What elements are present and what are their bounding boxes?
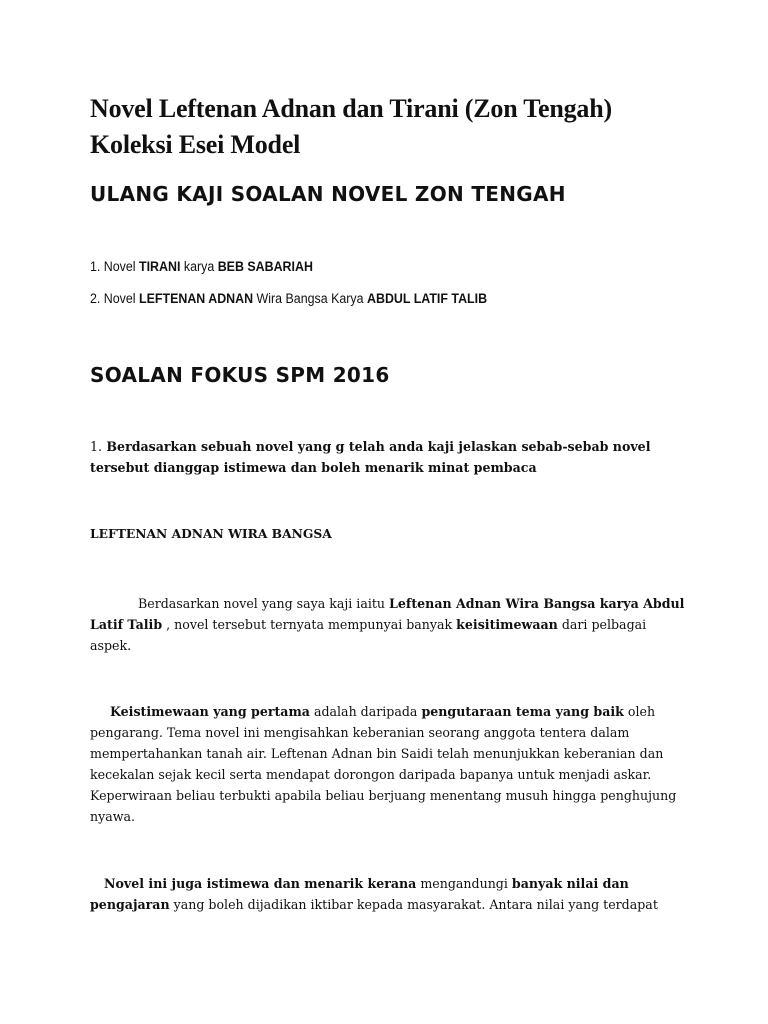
paragraph-1-text-a: adalah daripada bbox=[309, 704, 422, 719]
question-number: 1. bbox=[90, 439, 103, 454]
paragraph-1-line-4: kecekalan sejak kecil serta mendapat dorongon daripada bapanya untuk menjadi askar. bbox=[90, 767, 652, 782]
novel-2-prefix: 2. Novel bbox=[90, 291, 140, 306]
intro-line-2 bbox=[90, 614, 690, 635]
paragraph-1-line-3: mempertahankan tanah air. Leftenan Adnan bin Saidi telah menunjukkan keberanian dan bbox=[90, 746, 664, 761]
novel-2-author: ABDUL LATIF TALIB bbox=[367, 291, 488, 306]
paragraph-1-line-2: pengarang. Tema novel ini mengisahkan keberanian seorang anggota tentera dalam bbox=[90, 725, 630, 740]
paragraph-2-bold-c: banyak nilai dan bbox=[511, 876, 629, 891]
intro-line-1-bold: Leftenan Adnan Wira Bangsa karya Abdul bbox=[389, 596, 685, 611]
paragraph-1-text-d: oleh bbox=[623, 704, 656, 719]
paragraph-1-keyword: Keistimewaan yang pertama bbox=[110, 704, 310, 719]
paragraph-1-line-1 bbox=[90, 701, 690, 722]
intro-line-1 bbox=[90, 593, 690, 614]
paragraph-2-line-2 bbox=[90, 894, 690, 915]
intro-line-2-text: , novel tersebut ternyata mempunyai banyak bbox=[162, 617, 457, 632]
paragraph-2 bbox=[90, 873, 690, 915]
novel-2-title: LEFTENAN ADNAN bbox=[139, 291, 254, 306]
paragraph-2-text-b: mengandungi bbox=[416, 876, 512, 891]
intro-line-2-end: dari pelbagai bbox=[557, 617, 647, 632]
paragraph-2-line-1 bbox=[90, 873, 690, 894]
section-heading-focus: SOALAN FOKUS SPM 2016 bbox=[90, 363, 390, 387]
intro-author: Latif Talib bbox=[90, 617, 163, 632]
paragraph-2-text-line-2: yang boleh dijadikan iktibar kepada masyarakat. Antara nilai yang terdapat bbox=[169, 897, 658, 912]
answer-subheading: LEFTENAN ADNAN WIRA BANGSA bbox=[90, 526, 332, 541]
paragraph-1-line-6: nyawa. bbox=[90, 809, 136, 824]
novel-2-middle: Wira Bangsa Karya bbox=[253, 291, 368, 306]
question-1-line-2: tersebut dianggap istimewa dan boleh menarik minat pembaca bbox=[90, 460, 537, 475]
novel-list-item-1 bbox=[90, 259, 313, 274]
paragraph-2-bold-line-2: pengajaran bbox=[90, 897, 170, 912]
novel-list-item-2 bbox=[90, 291, 487, 306]
section-heading-review: ULANG KAJI SOALAN NOVEL ZON TENGAH bbox=[90, 182, 566, 206]
novel-1-prefix: 1. Novel bbox=[90, 259, 140, 274]
question-text-1: Berdasarkan sebuah novel yang g telah anda kaji jelaskan sebab-sebab novel bbox=[102, 439, 651, 454]
question-1 bbox=[90, 436, 690, 478]
question-1-line-1 bbox=[90, 436, 690, 457]
document-title-line-1: Novel Leftenan Adnan dan Tirani (Zon Tengah) bbox=[90, 94, 612, 123]
document-title-line-2: Koleksi Esei Model bbox=[90, 130, 301, 159]
novel-1-title: TIRANI bbox=[139, 259, 181, 274]
novel-1-author: BEB SABARIAH bbox=[217, 259, 313, 274]
intro-line-1-text: Berdasarkan novel yang saya kaji iaitu bbox=[138, 596, 390, 611]
paragraph-2-bold-a: Novel ini juga istimewa dan menarik kerana bbox=[104, 876, 417, 891]
paragraph-1 bbox=[90, 701, 690, 827]
intro-keyword: keisitimewaan bbox=[456, 617, 558, 632]
intro-line-3: aspek. bbox=[90, 638, 132, 653]
novel-1-middle: karya bbox=[180, 259, 218, 274]
paragraph-1-line-5: Keperwiraan beliau terbukti apabila beliau berjuang menentang musuh hingga penghujung bbox=[90, 788, 677, 803]
intro-paragraph bbox=[90, 593, 690, 656]
paragraph-1-bold-b: pengutaraan tema yang baik bbox=[421, 704, 624, 719]
